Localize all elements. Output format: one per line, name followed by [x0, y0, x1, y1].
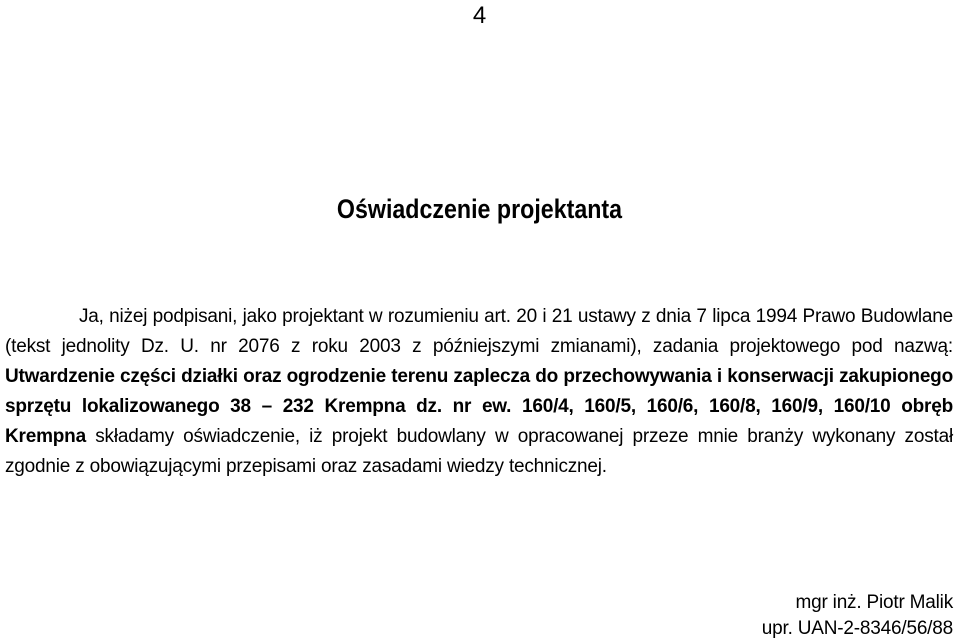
project-name: Utwardzenie części działki oraz ogrodzenie terenu zaplecza do przechowywania i konserwacji zakupionego sprzętu lokalizowanego 38 – 232 Krempna dz. nr ew. 160/4, 160/5, 160/6, 160/8, 160/9, 160/10 obręb Krempna: [5, 366, 953, 447]
declaration-paragraph: [5, 302, 953, 482]
signer-name: mgr inż. Piotr Malik: [795, 592, 953, 613]
document-title: Oświadczenie projektanta: [336, 194, 623, 224]
signature-block: [762, 590, 953, 642]
signer-license: upr. UAN-2-8346/56/88: [761, 618, 953, 639]
page-number: 4: [472, 2, 487, 29]
paragraph-outro: składamy oświadczenie, iż projekt budowlany w opracowanej przeze mnie branży wykonany został zgodnie z obowiązującymi przepisami oraz zasadami wiedzy technicznej.: [5, 426, 953, 477]
paragraph-intro: Ja, niżej podpisani, jako projektant w rozumieniu art. 20 i 21 ustawy z dnia 7 lipca 1994 Prawo Budowlane (tekst jednolity Dz. U. nr 2076 z roku 2003 z późniejszymi zmianami), zadania projektowego pod nazwą:: [5, 306, 953, 357]
